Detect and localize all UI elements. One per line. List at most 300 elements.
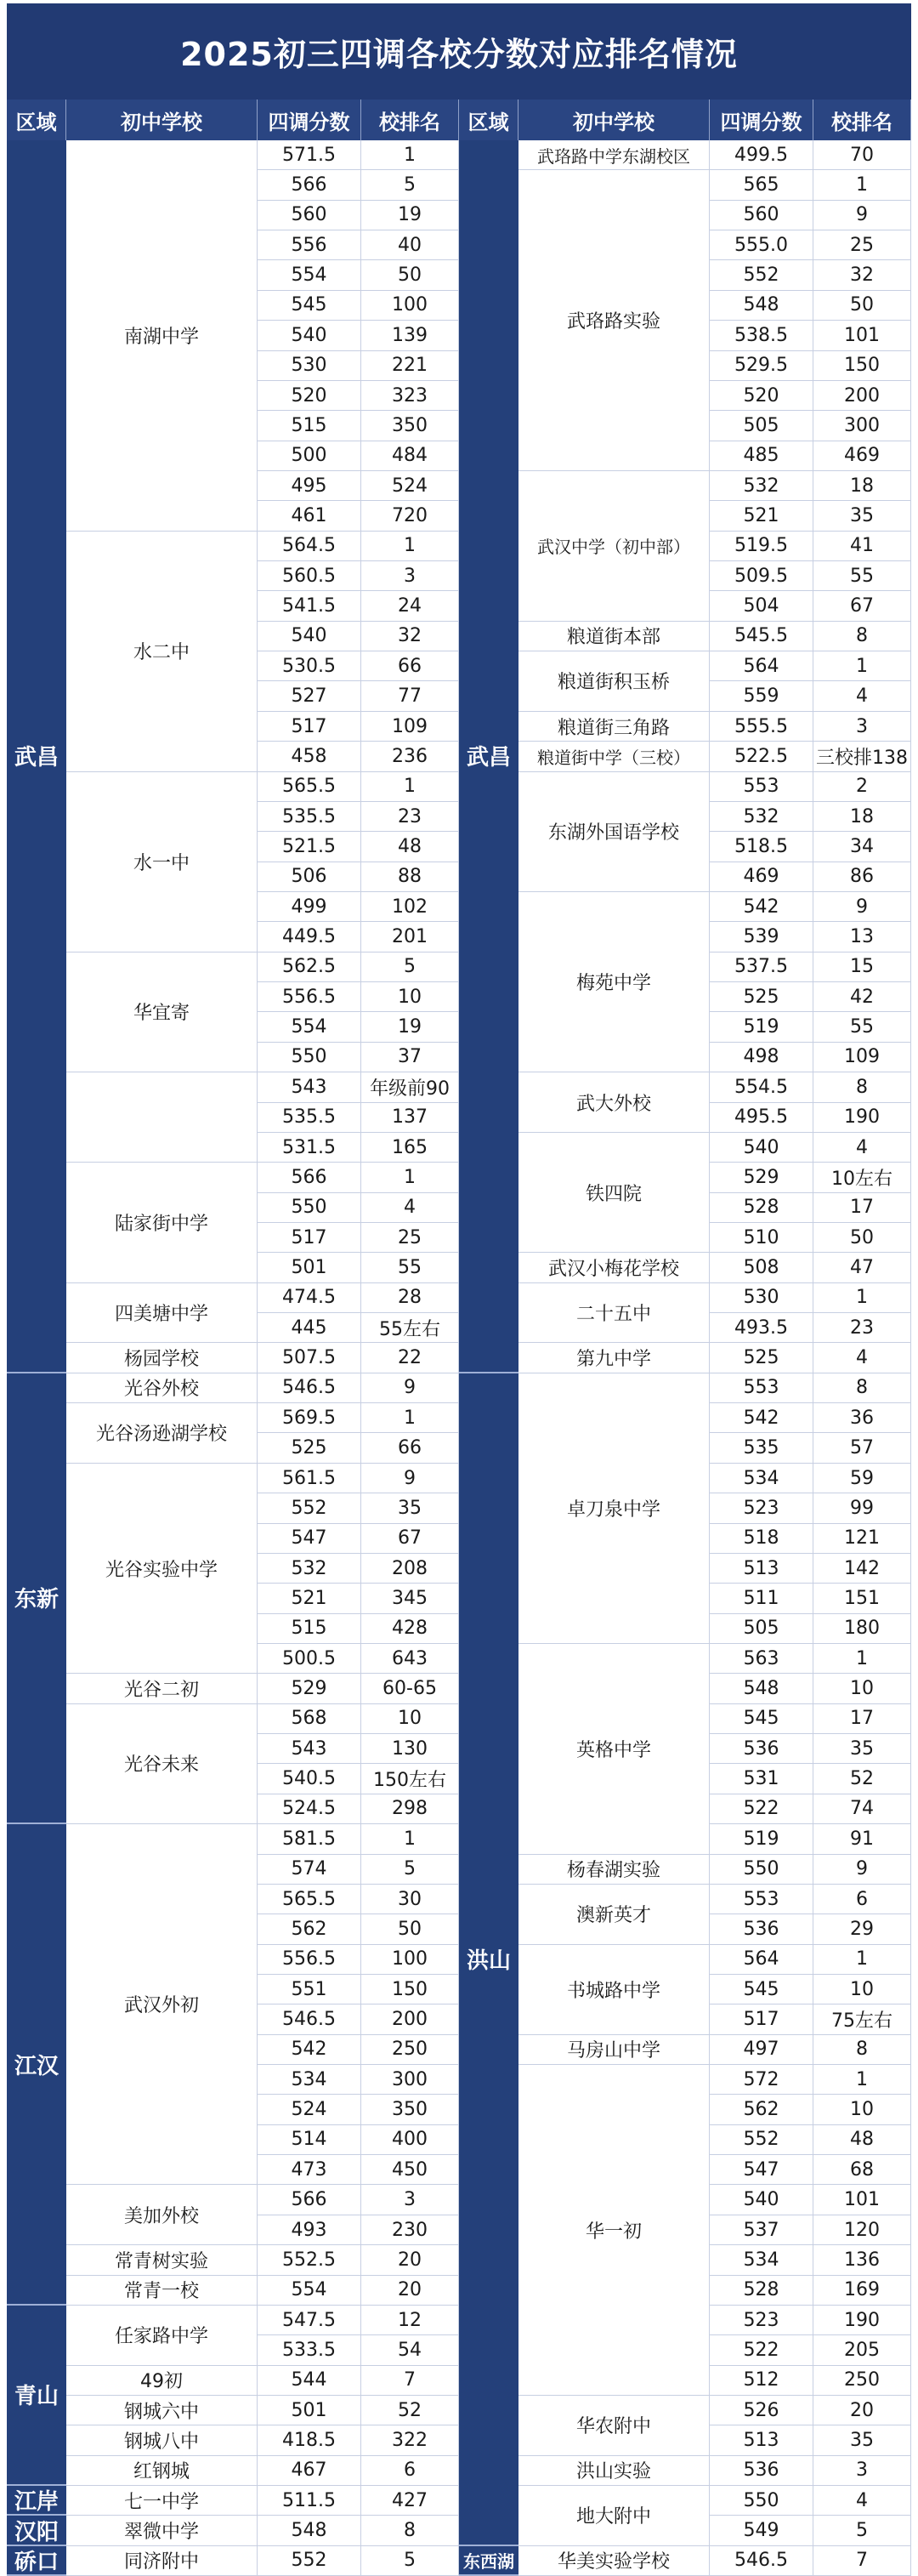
score-cell: 534 — [710, 2245, 813, 2275]
rank-cell: 99 — [813, 1493, 911, 1523]
score-cell: 553 — [710, 772, 813, 802]
score-cell: 485 — [710, 441, 813, 471]
score-cell: 564.5 — [258, 532, 361, 561]
rank-cell: 50 — [813, 1223, 911, 1253]
rank-cell: 1 — [813, 2065, 911, 2095]
score-cell: 541.5 — [258, 591, 361, 621]
rank-cell: 9 — [813, 892, 911, 922]
score-cell: 513 — [710, 1554, 813, 1584]
rank-cell: 91 — [813, 1824, 911, 1854]
score-cell: 554 — [258, 260, 361, 290]
rank-cell: 40 — [361, 230, 459, 260]
rank-cell: 100 — [361, 1945, 459, 1975]
rank-cell: 19 — [361, 1012, 459, 1042]
rank-cell: 300 — [361, 2065, 459, 2095]
score-cell: 418.5 — [258, 2425, 361, 2455]
rank-cell: 年级前90 — [361, 1072, 459, 1102]
score-cell: 552 — [710, 260, 813, 290]
school-name-cell: 红钢城 — [66, 2456, 258, 2486]
score-cell: 560 — [258, 201, 361, 230]
score-cell: 564 — [710, 651, 813, 681]
region-cell: 武昌 — [7, 140, 66, 1373]
score-cell: 561.5 — [258, 1464, 361, 1493]
score-cell: 562 — [710, 2095, 813, 2124]
rank-cell: 10 — [361, 982, 459, 1012]
score-cell: 535.5 — [258, 1103, 361, 1133]
score-cell: 505 — [710, 411, 813, 441]
rank-cell: 13 — [813, 922, 911, 952]
score-cell: 528 — [710, 2276, 813, 2306]
score-cell: 568 — [258, 1704, 361, 1734]
score-cell: 521.5 — [258, 832, 361, 862]
rank-cell: 150 — [361, 1975, 459, 2005]
rank-cell: 230 — [361, 2215, 459, 2245]
school-name-cell: 光谷实验中学 — [66, 1464, 258, 1675]
score-cell: 566 — [258, 2185, 361, 2215]
score-cell: 554 — [258, 1012, 361, 1042]
score-cell: 540 — [258, 622, 361, 651]
rank-cell: 20 — [813, 2396, 911, 2425]
score-cell: 517 — [258, 1223, 361, 1253]
score-cell: 569.5 — [258, 1403, 361, 1433]
score-cell: 461 — [258, 501, 361, 531]
score-cell: 467 — [258, 2456, 361, 2486]
score-cell: 581.5 — [258, 1824, 361, 1854]
rank-cell: 323 — [361, 381, 459, 411]
rank-cell: 50 — [813, 291, 911, 321]
header-score: 四调分数 — [258, 100, 361, 140]
score-cell: 546.5 — [258, 2005, 361, 2034]
score-cell: 521 — [710, 501, 813, 531]
school-name-cell: 陆家街中学 — [66, 1163, 258, 1282]
rank-cell: 54 — [361, 2335, 459, 2365]
score-cell: 542 — [710, 892, 813, 922]
rank-cell: 1 — [813, 1283, 911, 1313]
header-score: 四调分数 — [710, 100, 813, 140]
rank-cell: 169 — [813, 2276, 911, 2306]
rank-cell: 67 — [361, 1524, 459, 1554]
rank-cell: 9 — [361, 1373, 459, 1403]
school-name-cell: 粮道街三角路 — [518, 712, 710, 742]
score-cell: 501 — [258, 2396, 361, 2425]
score-cell: 514 — [258, 2125, 361, 2155]
rank-cell: 9 — [813, 201, 911, 230]
score-cell: 548 — [258, 2516, 361, 2545]
score-cell: 549 — [710, 2516, 813, 2545]
rank-cell: 484 — [361, 441, 459, 471]
rank-cell: 57 — [813, 1433, 911, 1463]
score-cell: 497 — [710, 2035, 813, 2065]
score-cell: 522.5 — [710, 742, 813, 771]
rank-cell: 3 — [361, 2185, 459, 2215]
rank-cell: 47 — [813, 1253, 911, 1282]
score-cell: 528 — [710, 1193, 813, 1223]
score-cell: 501 — [258, 1253, 361, 1282]
rank-cell: 32 — [361, 622, 459, 651]
score-cell: 547 — [258, 1524, 361, 1554]
score-cell: 529 — [258, 1674, 361, 1703]
score-cell: 571.5 — [258, 140, 361, 170]
school-name-cell: 铁四院 — [518, 1133, 710, 1253]
page-title: 2025初三四调各校分数对应排名情况 — [7, 3, 911, 100]
region-cell: 洪山 — [459, 1373, 518, 2546]
rank-cell: 77 — [361, 681, 459, 711]
score-cell: 518 — [710, 1524, 813, 1554]
rank-cell: 34 — [813, 832, 911, 862]
score-cell: 522 — [710, 2335, 813, 2365]
score-cell: 543 — [258, 1072, 361, 1102]
rank-cell: 4 — [361, 1193, 459, 1223]
score-cell: 550 — [710, 1855, 813, 1885]
rank-cell: 165 — [361, 1133, 459, 1163]
score-cell: 511.5 — [258, 2486, 361, 2516]
score-cell: 563 — [710, 1644, 813, 1674]
rank-cell: 35 — [813, 2425, 911, 2455]
score-cell: 550 — [258, 1043, 361, 1072]
score-cell: 469 — [710, 862, 813, 892]
rank-cell: 三校排138 — [813, 742, 911, 771]
rank-cell: 20 — [361, 2276, 459, 2306]
school-name-cell: 七一中学 — [66, 2486, 258, 2516]
rank-cell: 428 — [361, 1614, 459, 1644]
rank-cell: 17 — [813, 1704, 911, 1734]
rank-cell: 37 — [361, 1043, 459, 1072]
score-cell: 525 — [710, 1343, 813, 1373]
rank-cell: 4 — [813, 681, 911, 711]
score-cell: 495 — [258, 471, 361, 501]
score-cell: 556.5 — [258, 1945, 361, 1975]
score-cell: 517 — [710, 2005, 813, 2034]
rank-cell: 109 — [813, 1043, 911, 1072]
rank-cell: 300 — [813, 411, 911, 441]
rank-cell: 3 — [813, 2456, 911, 2486]
rank-cell: 9 — [361, 1464, 459, 1493]
score-cell: 519 — [710, 1012, 813, 1042]
rank-cell: 55 — [361, 1253, 459, 1282]
rank-cell: 35 — [361, 1493, 459, 1523]
score-cell: 535.5 — [258, 802, 361, 832]
rank-cell: 3 — [813, 712, 911, 742]
score-cell: 524 — [258, 2095, 361, 2124]
school-name-cell: 美加外校 — [66, 2185, 258, 2245]
rank-cell: 12 — [361, 2306, 459, 2335]
score-cell: 552 — [258, 2546, 361, 2576]
score-cell: 532 — [710, 471, 813, 501]
rank-cell: 101 — [813, 2185, 911, 2215]
rank-cell: 70 — [813, 140, 911, 170]
rank-cell: 32 — [813, 260, 911, 290]
score-cell: 545 — [710, 1704, 813, 1734]
rank-cell: 75左右 — [813, 2005, 911, 2034]
rank-cell: 4 — [813, 1343, 911, 1373]
score-cell: 534 — [710, 1464, 813, 1493]
school-name-cell: 澳新英才 — [518, 1885, 710, 1945]
rank-cell: 720 — [361, 501, 459, 531]
rank-cell: 221 — [361, 351, 459, 381]
rank-cell: 50 — [361, 260, 459, 290]
score-cell: 445 — [258, 1313, 361, 1343]
score-cell: 554.5 — [710, 1072, 813, 1102]
score-cell: 519 — [710, 1824, 813, 1854]
school-name-cell: 光谷外校 — [66, 1373, 258, 1403]
rank-cell: 142 — [813, 1554, 911, 1584]
rank-cell: 55 — [813, 1012, 911, 1042]
score-cell: 505 — [710, 1614, 813, 1644]
school-name-cell: 水一中 — [66, 772, 258, 952]
score-cell: 543 — [258, 1734, 361, 1764]
score-cell: 506 — [258, 862, 361, 892]
school-name-cell: 马房山中学 — [518, 2035, 710, 2065]
score-cell: 509.5 — [710, 561, 813, 591]
rank-cell: 205 — [813, 2335, 911, 2365]
score-cell: 552 — [258, 1493, 361, 1523]
school-name-cell: 武大外校 — [518, 1072, 710, 1133]
school-name-cell: 杨春湖实验 — [518, 1855, 710, 1885]
score-cell: 515 — [258, 411, 361, 441]
score-cell: 566 — [258, 170, 361, 200]
rank-cell: 150左右 — [361, 1764, 459, 1794]
rank-cell: 150 — [813, 351, 911, 381]
rank-cell: 41 — [813, 532, 911, 561]
rank-cell: 52 — [813, 1764, 911, 1794]
rank-cell: 8 — [813, 1373, 911, 1403]
rank-cell: 29 — [813, 1914, 911, 1944]
rank-cell: 250 — [813, 2366, 911, 2396]
score-cell: 545.5 — [710, 622, 813, 651]
score-cell: 555.5 — [710, 712, 813, 742]
score-cell: 540.5 — [258, 1764, 361, 1794]
region-cell: 青山 — [7, 2306, 66, 2486]
score-cell: 537 — [710, 2215, 813, 2245]
score-cell: 524.5 — [258, 1794, 361, 1824]
score-cell: 473 — [258, 2155, 361, 2185]
rank-cell: 5 — [361, 2546, 459, 2576]
rank-cell: 52 — [361, 2396, 459, 2425]
school-name-cell: 水二中 — [66, 532, 258, 772]
score-cell: 537.5 — [710, 952, 813, 982]
rank-cell: 23 — [813, 1313, 911, 1343]
rank-cell: 42 — [813, 982, 911, 1012]
rank-cell: 1 — [361, 1824, 459, 1854]
score-cell: 530 — [710, 1283, 813, 1313]
header-region: 区域 — [459, 100, 518, 140]
rank-cell: 66 — [361, 651, 459, 681]
score-cell: 548 — [710, 291, 813, 321]
school-name-cell: 洪山实验 — [518, 2456, 710, 2486]
rank-cell: 18 — [813, 471, 911, 501]
rank-cell: 9 — [813, 1855, 911, 1885]
rank-cell: 350 — [361, 411, 459, 441]
score-cell: 547.5 — [258, 2306, 361, 2335]
school-name-cell: 武汉中学（初中部） — [518, 471, 710, 622]
rank-cell: 1 — [813, 1945, 911, 1975]
score-cell: 512 — [710, 2366, 813, 2396]
score-cell: 498 — [710, 1043, 813, 1072]
score-cell: 562.5 — [258, 952, 361, 982]
rank-cell: 48 — [813, 2125, 911, 2155]
rank-cell: 5 — [361, 952, 459, 982]
rank-cell: 68 — [813, 2155, 911, 2185]
school-name-cell: 南湖中学 — [66, 140, 258, 532]
rank-cell: 190 — [813, 1103, 911, 1133]
rank-cell: 15 — [813, 952, 911, 982]
rank-cell: 10 — [813, 1674, 911, 1703]
rank-cell: 35 — [813, 501, 911, 531]
rank-cell: 24 — [361, 591, 459, 621]
rank-cell: 10 — [813, 1975, 911, 2005]
rank-cell: 86 — [813, 862, 911, 892]
rank-cell: 50 — [361, 1914, 459, 1944]
rank-cell: 55 — [813, 561, 911, 591]
rank-cell: 1 — [361, 772, 459, 802]
school-name-cell: 华一初 — [518, 2065, 710, 2396]
school-name-cell: 光谷未来 — [66, 1704, 258, 1824]
rank-cell: 524 — [361, 471, 459, 501]
score-cell: 536 — [710, 1914, 813, 1944]
rank-cell: 130 — [361, 1734, 459, 1764]
score-cell: 565.5 — [258, 1885, 361, 1914]
rank-cell: 74 — [813, 1794, 911, 1824]
score-cell: 474.5 — [258, 1283, 361, 1313]
score-cell: 536 — [710, 1734, 813, 1764]
score-cell: 540 — [710, 2185, 813, 2215]
rank-cell: 120 — [813, 2215, 911, 2245]
school-name-cell: 光谷汤逊湖学校 — [66, 1403, 258, 1464]
school-name-cell: 华美实验学校 — [518, 2546, 710, 2576]
score-cell: 538.5 — [710, 321, 813, 350]
school-name-cell: 粮道街本部 — [518, 622, 710, 651]
score-cell: 535 — [710, 1433, 813, 1463]
rank-cell: 23 — [361, 802, 459, 832]
rank-cell: 55左右 — [361, 1313, 459, 1343]
rank-cell: 450 — [361, 2155, 459, 2185]
rank-cell: 101 — [813, 321, 911, 350]
school-name-cell: 四美塘中学 — [66, 1283, 258, 1344]
score-cell: 507.5 — [258, 1343, 361, 1373]
score-cell: 510 — [710, 1223, 813, 1253]
score-cell: 520 — [710, 381, 813, 411]
score-cell: 552.5 — [258, 2245, 361, 2275]
rank-cell: 180 — [813, 1614, 911, 1644]
score-cell: 458 — [258, 742, 361, 771]
score-cell: 525 — [258, 1433, 361, 1463]
score-cell: 540 — [710, 1133, 813, 1163]
school-name-cell: 粮道街积玉桥 — [518, 651, 710, 712]
rank-cell: 427 — [361, 2486, 459, 2516]
score-cell: 499 — [258, 892, 361, 922]
score-cell: 523 — [710, 2306, 813, 2335]
score-cell: 531 — [710, 1764, 813, 1794]
score-cell: 553 — [710, 1885, 813, 1914]
school-name-cell: 英格中学 — [518, 1644, 710, 1855]
score-cell: 513 — [710, 2425, 813, 2455]
header-school: 初中学校 — [518, 100, 710, 140]
rank-cell: 1 — [361, 1403, 459, 1433]
school-name-cell: 49初 — [66, 2366, 258, 2396]
school-name-cell: 常青树实验 — [66, 2245, 258, 2275]
header-school: 初中学校 — [66, 100, 258, 140]
score-cell: 556.5 — [258, 982, 361, 1012]
school-name-cell: 翠微中学 — [66, 2516, 258, 2545]
score-cell: 542 — [710, 1403, 813, 1433]
rank-cell: 200 — [813, 381, 911, 411]
score-cell: 529.5 — [710, 351, 813, 381]
rank-cell: 10 — [813, 2095, 911, 2124]
region-cell: 汉阳 — [7, 2516, 66, 2545]
rank-cell: 60-65 — [361, 1674, 459, 1703]
score-cell: 527 — [258, 681, 361, 711]
rank-cell: 7 — [361, 2366, 459, 2396]
score-cell: 547 — [710, 2155, 813, 2185]
score-cell: 565 — [710, 170, 813, 200]
header-region: 区域 — [7, 100, 66, 140]
rank-cell: 102 — [361, 892, 459, 922]
score-cell: 553 — [710, 1373, 813, 1403]
score-cell: 504 — [710, 591, 813, 621]
rank-cell: 25 — [361, 1223, 459, 1253]
school-name-cell: 华农附中 — [518, 2396, 710, 2456]
rank-cell: 136 — [813, 2245, 911, 2275]
rank-cell: 35 — [813, 1734, 911, 1764]
score-cell: 531.5 — [258, 1133, 361, 1163]
rank-cell: 25 — [813, 230, 911, 260]
score-cell: 499.5 — [710, 140, 813, 170]
score-cell: 529 — [710, 1163, 813, 1192]
rank-cell: 400 — [361, 2125, 459, 2155]
score-cell: 532 — [258, 1554, 361, 1584]
school-name-cell: 地大附中 — [518, 2486, 710, 2546]
region-cell: 武昌 — [459, 140, 518, 1373]
score-cell: 511 — [710, 1584, 813, 1613]
score-cell: 544 — [258, 2366, 361, 2396]
score-cell: 533.5 — [258, 2335, 361, 2365]
score-cell: 560 — [710, 201, 813, 230]
rank-cell: 4 — [813, 2486, 911, 2516]
rank-cell: 10 — [361, 1704, 459, 1734]
score-cell: 493.5 — [710, 1313, 813, 1343]
header-rank: 校排名 — [813, 100, 911, 140]
rank-cell: 236 — [361, 742, 459, 771]
region-cell: 硚口 — [7, 2546, 66, 2576]
rank-cell: 208 — [361, 1554, 459, 1584]
rank-cell: 121 — [813, 1524, 911, 1554]
rank-cell: 8 — [813, 1072, 911, 1102]
rank-cell: 1 — [813, 170, 911, 200]
score-cell: 548 — [710, 1674, 813, 1703]
rank-cell: 1 — [813, 651, 911, 681]
score-cell: 542 — [258, 2035, 361, 2065]
rank-cell: 59 — [813, 1464, 911, 1493]
score-cell: 520 — [258, 381, 361, 411]
rank-cell: 17 — [813, 1193, 911, 1223]
rank-cell: 151 — [813, 1584, 911, 1613]
rank-cell: 190 — [813, 2306, 911, 2335]
score-cell: 517 — [258, 712, 361, 742]
score-cell: 550 — [258, 1193, 361, 1223]
school-name-cell: 武珞路实验 — [518, 170, 710, 471]
score-cell: 493 — [258, 2215, 361, 2245]
region-cell: 江岸 — [7, 2486, 66, 2516]
score-cell: 559 — [710, 681, 813, 711]
rank-cell: 5 — [813, 2516, 911, 2545]
score-cell: 495.5 — [710, 1103, 813, 1133]
school-name-cell: 东湖外国语学校 — [518, 772, 710, 892]
rank-cell: 100 — [361, 291, 459, 321]
score-cell: 515 — [258, 1614, 361, 1644]
rank-cell: 201 — [361, 922, 459, 952]
rank-cell: 137 — [361, 1103, 459, 1133]
region-cell: 江汉 — [7, 1824, 66, 2306]
